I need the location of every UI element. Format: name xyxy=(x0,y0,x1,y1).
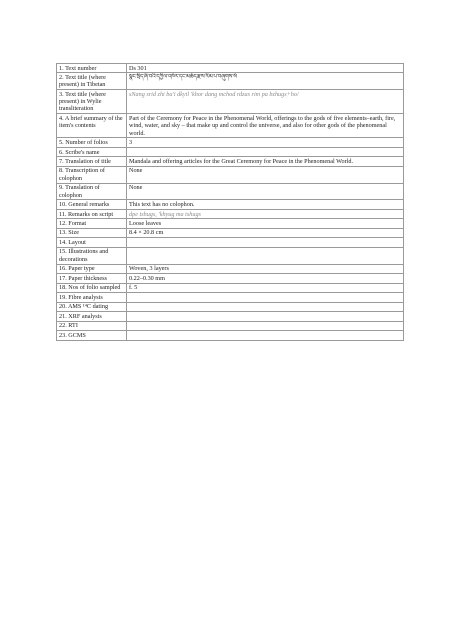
field-label: 5. Number of folios xyxy=(57,138,127,147)
table-row xyxy=(57,293,404,302)
table-row xyxy=(57,302,404,311)
field-value xyxy=(127,147,404,156)
field-label: 4. A brief summary of the item's contents xyxy=(57,114,127,138)
field-value: Part of the Ceremony for Peace in the Phenomenal World, offerings to the gods of five elements–earth, fire, wind, water, and sky – that make up and control the universe, and also for other gods of the phenomenal world. xyxy=(127,114,404,138)
field-value xyxy=(127,321,404,330)
table-row xyxy=(57,90,404,114)
table-row xyxy=(57,274,404,283)
table-row xyxy=(57,209,404,218)
field-value xyxy=(127,302,404,311)
field-label: 21. XRF analysis xyxy=(57,312,127,321)
field-label: 1. Text number xyxy=(57,64,127,73)
field-value: 0.22–0.30 mm xyxy=(127,274,404,283)
field-label: 12. Format xyxy=(57,219,127,228)
field-label: 23. GCMS xyxy=(57,331,127,340)
table-row xyxy=(57,228,404,237)
field-value: 8.4 × 20.8 cm xyxy=(127,228,404,237)
field-label: 14. Layout xyxy=(57,238,127,247)
field-value xyxy=(127,331,404,340)
table-row xyxy=(57,321,404,330)
field-value xyxy=(127,312,404,321)
field-label: 17. Paper thickness xyxy=(57,274,127,283)
table-row xyxy=(57,264,404,273)
field-label: 15. Illustrations and decorations xyxy=(57,247,127,264)
field-label: 18. Nos of folio sampled xyxy=(57,283,127,292)
field-value: dpe tshugs, 'khyug ma tshugs xyxy=(127,209,404,218)
field-label: 6. Scribe's name xyxy=(57,147,127,156)
field-value: f. 5 xyxy=(127,283,404,292)
table-row xyxy=(57,166,404,183)
field-value xyxy=(127,293,404,302)
catalog-table-body xyxy=(57,64,404,341)
field-value: None xyxy=(127,183,404,200)
field-value: None xyxy=(127,166,404,183)
field-label: 9. Translation of colophon xyxy=(57,183,127,200)
field-value xyxy=(127,247,404,264)
table-row xyxy=(57,200,404,209)
field-label: 16. Paper type xyxy=(57,264,127,273)
table-row xyxy=(57,64,404,73)
field-label: 8. Transcription of colophon xyxy=(57,166,127,183)
field-label: 13. Size xyxy=(57,228,127,237)
field-label: 2. Text title (where present) in Tibetan xyxy=(57,73,127,90)
field-value: Woven, 3 layers xyxy=(127,264,404,273)
field-label: 22. RTI xyxy=(57,321,127,330)
table-row xyxy=(57,183,404,200)
table-row xyxy=(57,114,404,138)
table-row xyxy=(57,73,404,90)
field-value: Loose leaves xyxy=(127,219,404,228)
table-row xyxy=(57,238,404,247)
field-value xyxy=(127,238,404,247)
table-row xyxy=(57,219,404,228)
table-row xyxy=(57,247,404,264)
field-label: 3. Text title (where present) in Wylie transliteration xyxy=(57,90,127,114)
field-label: 19. Fibre analysis xyxy=(57,293,127,302)
table-row xyxy=(57,147,404,156)
field-value: 3 xyxy=(127,138,404,147)
table-row xyxy=(57,138,404,147)
catalog-table xyxy=(56,63,404,341)
field-label: 7. Translation of title xyxy=(57,157,127,166)
field-value: སྣང་སྲིད་ཞི་བའི་དཀྱིལ་འཁོར་དང་མཆོད་རྫས་རིམ་པ་བཞུགས་སོ xyxy=(127,73,404,90)
field-value: Ds 301 xyxy=(127,64,404,73)
field-label: 20. AMS ¹⁴C dating xyxy=(57,302,127,311)
table-row xyxy=(57,331,404,340)
field-value: Mandala and offering articles for the Great Ceremony for Peace in the Phenomenal World. xyxy=(127,157,404,166)
table-row xyxy=(57,157,404,166)
field-label: 10. General remarks xyxy=(57,200,127,209)
field-value: This text has no colophon. xyxy=(127,200,404,209)
table-row xyxy=(57,283,404,292)
field-value: sNang srid zhi ba'i dkyil 'khor dang mchod rdzas rim pa bzhugs+ho/ xyxy=(127,90,404,114)
field-label: 11. Remarks on script xyxy=(57,209,127,218)
table-row xyxy=(57,312,404,321)
